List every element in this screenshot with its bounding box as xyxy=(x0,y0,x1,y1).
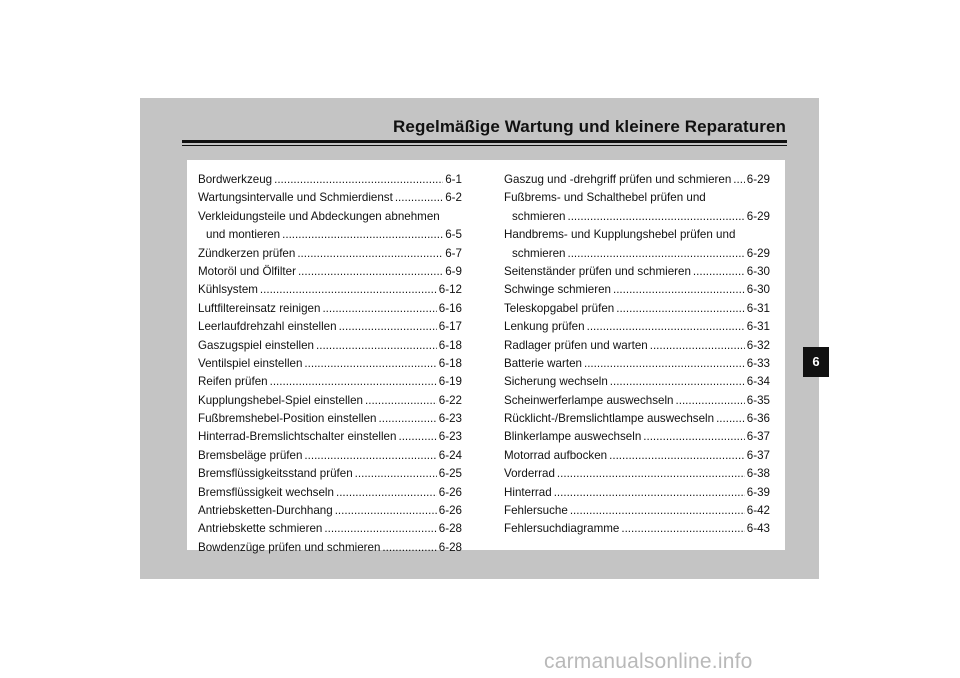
toc-entry[interactable] xyxy=(504,373,770,391)
toc-entry-title: Gaszug und -drehgriff prüfen und schmieren xyxy=(504,173,732,186)
title-rule-thick xyxy=(182,140,787,143)
toc-entry[interactable] xyxy=(198,281,462,299)
page-title: Regelmäßige Wartung und kleinere Reparaturen xyxy=(393,117,786,136)
toc-leader-dots xyxy=(733,171,744,189)
toc-entry-title: Zündkerzen prüfen xyxy=(198,246,296,260)
toc-page-number: 6-37 xyxy=(746,448,770,462)
toc-entry-title: Motorrad aufbocken xyxy=(504,448,608,462)
toc-page-number: 6-28 xyxy=(438,540,462,554)
toc-page-number: 6-2 xyxy=(445,191,462,205)
toc-entry-title: Antriebsketten-Durchhang xyxy=(198,504,333,518)
toc-entry[interactable] xyxy=(198,318,462,336)
toc-entry-title: Batterie warten xyxy=(504,356,582,370)
toc-entry[interactable] xyxy=(198,208,462,245)
toc-leader-dots xyxy=(554,484,745,502)
toc-entry[interactable] xyxy=(504,263,770,281)
toc-entry[interactable] xyxy=(504,300,770,318)
toc-page-number: 6-30 xyxy=(746,283,770,297)
toc-page-number: 6-34 xyxy=(746,375,770,389)
toc-leader-dots xyxy=(297,245,443,263)
toc-leader-dots xyxy=(693,263,745,281)
toc-entry[interactable] xyxy=(504,226,770,263)
toc-page-number: 6-18 xyxy=(438,338,462,352)
chapter-number: 6 xyxy=(812,354,820,369)
toc-leader-dots xyxy=(567,245,744,263)
title-rule-thin xyxy=(182,145,787,146)
toc-entry[interactable] xyxy=(504,392,770,410)
toc-entry[interactable] xyxy=(198,428,462,446)
toc-leader-dots xyxy=(304,355,436,373)
toc-leader-dots xyxy=(716,410,745,428)
toc-page-number: 6-16 xyxy=(438,301,462,315)
toc-entry[interactable] xyxy=(504,171,770,189)
toc-leader-dots xyxy=(339,318,437,336)
toc-entry-title: Radlager prüfen und warten xyxy=(504,338,648,352)
toc-entry-title: Bremsbeläge prüfen xyxy=(198,448,303,462)
toc-page-number: 6-1 xyxy=(445,173,462,186)
toc-leader-dots xyxy=(584,355,745,373)
toc-entry[interactable] xyxy=(504,428,770,446)
toc-entry[interactable] xyxy=(504,281,770,299)
toc-leader-dots xyxy=(336,484,437,502)
toc-column-left xyxy=(198,171,462,557)
toc-page-number: 6-36 xyxy=(746,412,770,426)
toc-page-number: 6-23 xyxy=(438,430,462,444)
toc-page-number: 6-29 xyxy=(746,173,770,186)
toc-leader-dots xyxy=(365,392,437,410)
toc-entry-title: und montieren xyxy=(206,228,281,242)
toc-entry[interactable] xyxy=(198,484,462,502)
toc-entry-title: Fußbremshebel-Position einstellen xyxy=(198,412,377,426)
toc-page-number: 6-25 xyxy=(438,467,462,481)
toc-entry-title: Motoröl und Ölfilter xyxy=(198,264,296,278)
toc-entry-title: schmieren xyxy=(512,209,566,223)
toc-leader-dots xyxy=(282,226,443,244)
toc-entry[interactable] xyxy=(198,447,462,465)
toc-entry-title: Fehlersuche xyxy=(504,504,568,518)
toc-entry-title: Bordwerkzeug xyxy=(198,173,273,186)
toc-page-number: 6-18 xyxy=(438,356,462,370)
toc-leader-dots xyxy=(613,281,745,299)
toc-entry[interactable] xyxy=(504,355,770,373)
toc-leader-dots xyxy=(643,428,745,446)
toc-leader-dots xyxy=(324,520,436,538)
toc-leader-dots xyxy=(260,281,437,299)
toc-leader-dots xyxy=(398,428,436,446)
watermark: carmanualsonline.info xyxy=(544,650,753,673)
toc-leader-dots xyxy=(270,373,437,391)
toc-entry[interactable] xyxy=(504,502,770,520)
toc-entry[interactable] xyxy=(198,263,462,281)
toc-entry-title: Scheinwerferlampe auswechseln xyxy=(504,393,674,407)
toc-page-number: 6-43 xyxy=(746,522,770,536)
toc-entry[interactable] xyxy=(198,245,462,263)
toc-page-number: 6-26 xyxy=(438,504,462,518)
toc-leader-dots xyxy=(567,208,744,226)
toc-page-number: 6-31 xyxy=(746,320,770,334)
toc-leader-dots xyxy=(298,263,443,281)
toc-page-number: 6-17 xyxy=(438,320,462,334)
toc-page-number: 6-26 xyxy=(438,485,462,499)
toc-entry[interactable] xyxy=(504,410,770,428)
toc-leader-dots xyxy=(650,337,745,355)
toc-entry-title: Kupplungshebel-Spiel einstellen xyxy=(198,393,364,407)
toc-page-number: 6-30 xyxy=(746,264,770,278)
toc-entry[interactable] xyxy=(198,373,462,391)
toc-page-number: 6-9 xyxy=(445,264,462,278)
toc-entry[interactable] xyxy=(198,502,462,520)
toc-entry-title: Schwinge schmieren xyxy=(504,283,611,297)
toc-entry[interactable] xyxy=(198,355,462,373)
toc-column-right xyxy=(504,171,770,539)
toc-entry-title: Leerlaufdrehzahl einstellen xyxy=(198,320,337,334)
toc-entry[interactable] xyxy=(198,300,462,318)
toc-leader-dots xyxy=(379,410,437,428)
toc-leader-dots xyxy=(621,520,744,538)
toc-page-number: 6-33 xyxy=(746,356,770,370)
toc-leader-dots xyxy=(316,337,437,355)
toc-leader-dots xyxy=(395,189,443,207)
toc-page-number: 6-29 xyxy=(746,209,770,223)
toc-entry-title: Ventilspiel einstellen xyxy=(198,356,303,370)
toc-entry-title: Bowdenzüge prüfen und schmieren xyxy=(198,540,381,554)
toc-entry[interactable] xyxy=(198,465,462,483)
toc-page-number: 6-42 xyxy=(746,504,770,518)
toc-leader-dots xyxy=(610,373,745,391)
toc-leader-dots xyxy=(676,392,745,410)
toc-leader-dots xyxy=(609,447,745,465)
toc-entry-title: Rücklicht-/Bremslichtlampe auswechseln xyxy=(504,412,715,426)
toc-entry-title: Bremsflüssigkeit wechseln xyxy=(198,485,334,499)
toc-page-number: 6-23 xyxy=(438,412,462,426)
toc-page-number: 6-37 xyxy=(746,430,770,444)
toc-entry-title: Fehlersuchdiagramme xyxy=(504,522,620,536)
toc-leader-dots xyxy=(335,502,437,520)
toc-leader-dots xyxy=(557,465,745,483)
toc-entry-title: Hinterrad-Bremslichtschalter einstellen xyxy=(198,430,397,444)
toc-entry[interactable] xyxy=(198,520,462,538)
toc-entry[interactable] xyxy=(198,539,462,557)
toc-entry-title: schmieren xyxy=(512,246,566,260)
toc-page-number: 6-7 xyxy=(445,246,462,260)
toc-entry-title: Fußbrems- und Schalthebel prüfen und xyxy=(504,191,706,205)
toc-entry-title: Gaszugspiel einstellen xyxy=(198,338,315,352)
toc-entry-title: Reifen prüfen xyxy=(198,375,268,389)
toc-leader-dots xyxy=(322,300,436,318)
toc-page-number: 6-39 xyxy=(746,485,770,499)
toc-entry[interactable] xyxy=(198,410,462,428)
toc-entry[interactable] xyxy=(504,318,770,336)
toc-entry[interactable] xyxy=(504,189,770,226)
toc-page-number: 6-29 xyxy=(746,246,770,260)
toc-page-number: 6-31 xyxy=(746,301,770,315)
toc-entry[interactable] xyxy=(504,484,770,502)
toc-entry-title: Handbrems- und Kupplungshebel prüfen und xyxy=(504,228,736,242)
toc-entry-title: Sicherung wechseln xyxy=(504,375,608,389)
toc-entry[interactable] xyxy=(504,520,770,538)
toc-entry-title: Vorderrad xyxy=(504,467,555,481)
toc-entry-title: Kühlsystem xyxy=(198,283,258,297)
toc-entry-title: Verkleidungsteile und Abdeckungen abnehmen xyxy=(198,209,440,223)
toc-entry-title: Antriebskette schmieren xyxy=(198,522,323,536)
chapter-tab[interactable] xyxy=(803,347,829,377)
toc-entry[interactable] xyxy=(198,337,462,355)
toc-entry-title: Luftfiltereinsatz reinigen xyxy=(198,301,321,315)
toc-page-number: 6-5 xyxy=(445,228,462,242)
toc-leader-dots xyxy=(587,318,745,336)
toc-entry-title: Hinterrad xyxy=(504,485,552,499)
toc-entry-title: Lenkung prüfen xyxy=(504,320,585,334)
toc-entry-title: Bremsflüssigkeitsstand prüfen xyxy=(198,467,353,481)
toc-entry-title: Blinkerlampe auswechseln xyxy=(504,430,642,444)
toc-leader-dots xyxy=(570,502,745,520)
toc-entry-title: Seitenständer prüfen und schmieren xyxy=(504,264,691,278)
toc-page-number: 6-24 xyxy=(438,448,462,462)
toc-page-number: 6-32 xyxy=(746,338,770,352)
toc-page-number: 6-35 xyxy=(746,393,770,407)
toc-leader-dots xyxy=(355,465,437,483)
toc-page-number: 6-28 xyxy=(438,522,462,536)
toc-entry[interactable] xyxy=(504,337,770,355)
toc-entry[interactable] xyxy=(198,189,462,207)
toc-entry[interactable] xyxy=(504,465,770,483)
toc-entry-title: Wartungsintervalle und Schmierdienst xyxy=(198,191,393,205)
toc-leader-dots xyxy=(274,171,443,189)
toc-entry[interactable] xyxy=(198,392,462,410)
toc-page-number: 6-22 xyxy=(438,393,462,407)
toc-leader-dots xyxy=(304,447,436,465)
toc-page-number: 6-38 xyxy=(746,467,770,481)
toc-entry-title: Teleskopgabel prüfen xyxy=(504,301,615,315)
toc-leader-dots xyxy=(382,539,436,557)
toc-page-number: 6-12 xyxy=(438,283,462,297)
toc-page-number: 6-19 xyxy=(438,375,462,389)
toc-entry[interactable] xyxy=(198,171,462,189)
toc-entry[interactable] xyxy=(504,447,770,465)
toc-leader-dots xyxy=(616,300,745,318)
